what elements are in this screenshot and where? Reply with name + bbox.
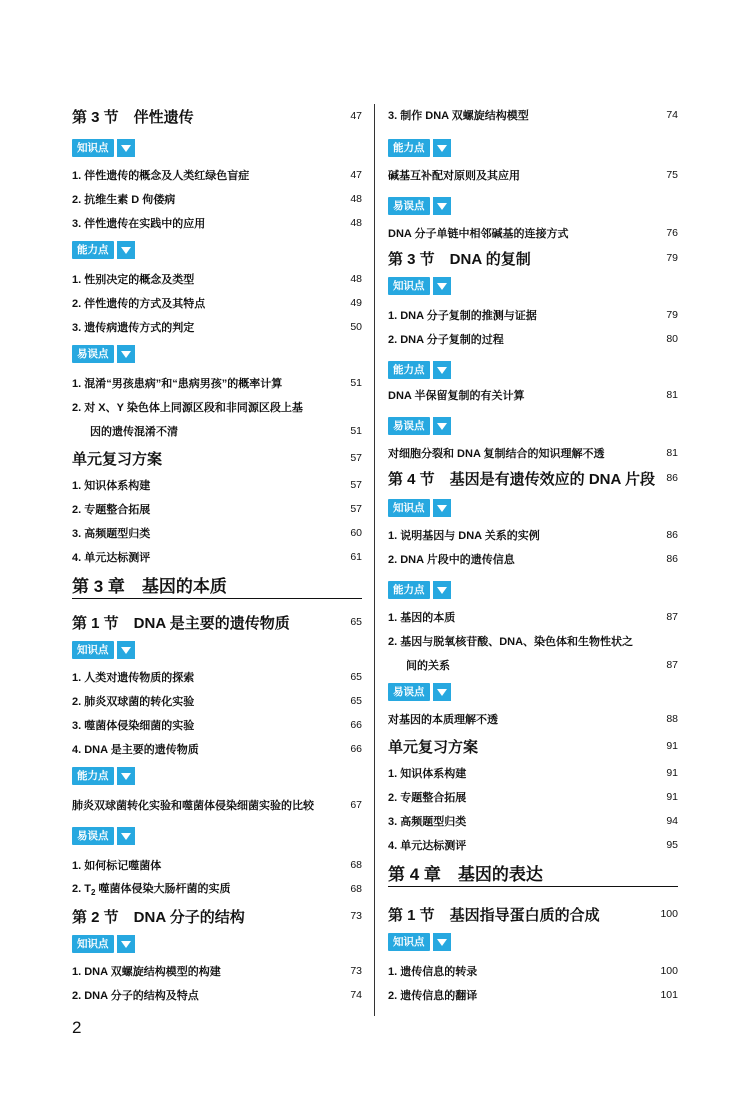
toc-entry — [388, 330, 678, 348]
entry-page: 81 — [666, 389, 678, 401]
entry-page: 48 — [350, 273, 362, 285]
toc-entry — [388, 608, 678, 626]
entry-page: 61 — [350, 551, 362, 563]
entry-page: 91 — [666, 740, 678, 752]
section-heading — [72, 104, 362, 128]
entry-page: 79 — [666, 252, 678, 264]
entry-title: 1. DNA 分子复制的推测与证据 — [388, 310, 537, 322]
entry-title: 第 4 章 基因的表达 — [388, 864, 543, 884]
entry-title: 2. $T_2$ 噬菌体侵染大肠杆菌的实质 — [72, 883, 231, 898]
entry-title: 2. DNA 片段中的遗传信息 — [388, 554, 515, 566]
entry-title: 1. 如何标记噬菌体 — [72, 860, 162, 872]
section-heading — [72, 904, 362, 928]
badge-label: 能力点 — [388, 361, 430, 379]
entry-page: 86 — [666, 553, 678, 565]
entry-title: 2. 抗维生素 D 佝偻病 — [72, 194, 176, 206]
section-badge — [388, 932, 678, 952]
toc-entry — [72, 166, 362, 184]
section-badge — [388, 682, 678, 702]
entry-page: 50 — [350, 321, 362, 333]
toc-entry — [388, 444, 678, 462]
entry-page: 79 — [666, 309, 678, 321]
toc-entry — [388, 812, 678, 830]
entry-title: 第 1 节 DNA 是主要的遗传物质 — [72, 614, 290, 632]
entry-title: 2. DNA 分子的结构及特点 — [72, 990, 199, 1002]
entry-title: 2. 伴性遗传的方式及其特点 — [72, 298, 206, 310]
toc-entry — [72, 962, 362, 980]
badge-label: 能力点 — [72, 241, 114, 259]
section-badge — [388, 276, 678, 296]
toc-entry — [72, 270, 362, 288]
entry-title: 1. 遗传信息的转录 — [388, 966, 478, 978]
toc-entry — [388, 710, 678, 728]
entry-title: 2. 专题整合拓展 — [388, 792, 467, 804]
entry-title: 第 4 节 基因是有遗传效应的 DNA 片段 — [388, 470, 655, 488]
toc-entry — [72, 398, 362, 416]
entry-page: 87 — [666, 611, 678, 623]
section-badge — [388, 138, 678, 158]
section-heading — [72, 446, 362, 470]
entry-title: 第 1 节 基因指导蛋白质的合成 — [388, 906, 600, 924]
entry-title: 对细胞分裂和 DNA 复制结合的知识理解不透 — [388, 448, 605, 460]
entry-title: 1. 基因的本质 — [388, 612, 456, 624]
section-badge — [72, 640, 362, 660]
badge-label: 知识点 — [72, 935, 114, 953]
toc-entry — [72, 500, 362, 518]
toc-entry — [388, 526, 678, 544]
entry-title: 2. 对 X、Y 染色体上同源区段和非同源区段上基 — [72, 402, 303, 414]
entry-title: 2. 肺炎双球菌的转化实验 — [72, 696, 195, 708]
section-heading — [388, 246, 678, 270]
entry-page: 80 — [666, 333, 678, 345]
chevron-down-icon — [433, 683, 451, 701]
entry-page: 95 — [666, 839, 678, 851]
badge-label: 知识点 — [388, 499, 430, 517]
entry-title: DNA 半保留复制的有关计算 — [388, 390, 525, 402]
entry-page: 74 — [666, 109, 678, 121]
entry-page: 57 — [350, 503, 362, 515]
entry-page: 86 — [666, 529, 678, 541]
entry-title: 3. 高频题型归类 — [72, 528, 151, 540]
badge-label: 知识点 — [388, 933, 430, 951]
toc-entry — [72, 740, 362, 758]
entry-page: 94 — [666, 815, 678, 827]
entry-title: 因的遗传混淆不清 — [90, 426, 178, 438]
badge-label: 知识点 — [72, 641, 114, 659]
entry-page: 57 — [350, 452, 362, 464]
chevron-down-icon — [433, 581, 451, 599]
entry-page: 100 — [660, 908, 678, 920]
entry-title: 单元复习方案 — [388, 738, 479, 756]
section-badge — [72, 240, 362, 260]
section-badge — [388, 360, 678, 380]
chevron-down-icon — [117, 241, 135, 259]
entry-page: 65 — [350, 695, 362, 707]
badge-label: 易误点 — [388, 683, 430, 701]
chevron-down-icon — [433, 499, 451, 517]
toc-entry — [388, 106, 678, 124]
chevron-down-icon — [433, 361, 451, 379]
toc-entry — [388, 788, 678, 806]
toc-entry — [72, 190, 362, 208]
entry-page: 91 — [666, 767, 678, 779]
section-badge — [388, 580, 678, 600]
entry-title: 1. DNA 双螺旋结构模型的构建 — [72, 966, 221, 978]
page-number: 2 — [72, 1018, 82, 1037]
toc-entry — [388, 836, 678, 854]
entry-page: 47 — [350, 169, 362, 181]
entry-title: 第 2 节 DNA 分子的结构 — [72, 908, 245, 926]
section-badge — [388, 196, 678, 216]
chapter-heading — [72, 570, 362, 599]
entry-page: 101 — [660, 989, 678, 1001]
entry-page: 74 — [350, 989, 362, 1001]
toc-entry — [72, 524, 362, 542]
chevron-down-icon — [433, 197, 451, 215]
chevron-down-icon — [117, 641, 135, 659]
section-badge — [388, 498, 678, 518]
entry-title: 间的关系 — [406, 660, 450, 672]
section-badge — [72, 934, 362, 954]
entry-title: 肺炎双球菌转化实验和噬菌体侵染细菌实验的比较 — [72, 800, 314, 812]
section-heading — [388, 902, 678, 926]
entry-page: 51 — [350, 377, 362, 389]
entry-title: 3. 遗传病遗传方式的判定 — [72, 322, 195, 334]
entry-title: 4. 单元达标测评 — [72, 552, 151, 564]
chevron-down-icon — [433, 417, 451, 435]
entry-title: 1. 知识体系构建 — [72, 480, 151, 492]
entry-page: 68 — [350, 883, 362, 895]
entry-page: 48 — [350, 193, 362, 205]
chevron-down-icon — [117, 767, 135, 785]
entry-page: 91 — [666, 791, 678, 803]
badge-label: 易误点 — [72, 345, 114, 363]
column-divider — [374, 104, 375, 1016]
entry-title: 1. 伴性遗传的概念及人类红绿色盲症 — [72, 170, 250, 182]
toc-entry — [72, 476, 362, 494]
entry-page: 88 — [666, 713, 678, 725]
chevron-down-icon — [433, 933, 451, 951]
toc-entry — [388, 632, 678, 650]
entry-page: 67 — [350, 799, 362, 811]
badge-label: 易误点 — [388, 417, 430, 435]
entry-page: 60 — [350, 527, 362, 539]
chevron-down-icon — [117, 935, 135, 953]
entry-page: 73 — [350, 910, 362, 922]
entry-page: 86 — [666, 472, 678, 484]
entry-page: 48 — [350, 217, 362, 229]
entry-title: 2. 基因与脱氧核苷酸、DNA、染色体和生物性状之 — [388, 636, 634, 648]
toc-entry — [72, 692, 362, 710]
entry-title: 2. 遗传信息的翻译 — [388, 990, 478, 1002]
chevron-down-icon — [117, 139, 135, 157]
entry-title: 4. 单元达标测评 — [388, 840, 467, 852]
toc-entry — [72, 796, 362, 814]
section-heading — [72, 610, 362, 634]
entry-page: 68 — [350, 859, 362, 871]
section-heading — [388, 466, 678, 490]
entry-title: 第 3 章 基因的本质 — [72, 576, 227, 596]
toc-entry — [72, 318, 362, 336]
entry-page: 47 — [350, 110, 362, 122]
badge-label: 知识点 — [72, 139, 114, 157]
toc-entry — [72, 880, 362, 898]
entry-page: 75 — [666, 169, 678, 181]
entry-title: 1. 人类对遗传物质的探索 — [72, 672, 195, 684]
entry-page: 57 — [350, 479, 362, 491]
entry-page: 73 — [350, 965, 362, 977]
toc-entry — [72, 214, 362, 232]
entry-title: 单元复习方案 — [72, 450, 163, 468]
entry-page: 66 — [350, 743, 362, 755]
entry-title: DNA 分子单链中相邻碱基的连接方式 — [388, 228, 569, 240]
entry-title: 2. DNA 分子复制的过程 — [388, 334, 504, 346]
toc-entry — [388, 962, 678, 980]
chevron-down-icon — [117, 827, 135, 845]
entry-page: 76 — [666, 227, 678, 239]
toc-entry — [388, 764, 678, 782]
toc-entry — [72, 374, 362, 392]
entry-title: 4. DNA 是主要的遗传物质 — [72, 744, 199, 756]
entry-page: 100 — [660, 965, 678, 977]
entry-title: 1. 性别决定的概念及类型 — [72, 274, 195, 286]
toc-entry — [388, 986, 678, 1004]
toc-entry — [388, 550, 678, 568]
entry-title: 3. 高频题型归类 — [388, 816, 467, 828]
entry-page: 66 — [350, 719, 362, 731]
section-badge — [72, 826, 362, 846]
entry-page: 81 — [666, 447, 678, 459]
entry-page: 51 — [350, 425, 362, 437]
toc-entry — [72, 856, 362, 874]
entry-title: 1. 混淆“男孩患病”和“患病男孩”的概率计算 — [72, 378, 283, 390]
toc-entry — [72, 422, 362, 440]
toc-entry — [388, 224, 678, 242]
badge-label: 知识点 — [388, 277, 430, 295]
toc-entry — [72, 716, 362, 734]
toc-entry — [72, 986, 362, 1004]
chevron-down-icon — [433, 139, 451, 157]
entry-page: 87 — [666, 659, 678, 671]
chevron-down-icon — [433, 277, 451, 295]
entry-page: 65 — [350, 616, 362, 628]
badge-label: 能力点 — [388, 139, 430, 157]
entry-title: 对基因的本质理解不透 — [388, 714, 498, 726]
section-badge — [72, 766, 362, 786]
entry-title: 3. 制作 DNA 双螺旋结构模型 — [388, 110, 529, 122]
chapter-heading — [388, 858, 678, 887]
entry-title: 1. 知识体系构建 — [388, 768, 467, 780]
toc-entry — [388, 386, 678, 404]
badge-label: 能力点 — [388, 581, 430, 599]
chevron-down-icon — [117, 345, 135, 363]
toc-entry — [388, 166, 678, 184]
toc-entry — [72, 294, 362, 312]
entry-title: 第 3 节 DNA 的复制 — [388, 250, 531, 268]
entry-title: 3. 伴性遗传在实践中的应用 — [72, 218, 206, 230]
section-badge — [72, 138, 362, 158]
toc-entry — [388, 656, 678, 674]
entry-title: 碱基互补配对原则及其应用 — [388, 170, 520, 182]
badge-label: 易误点 — [388, 197, 430, 215]
entry-title: 1. 说明基因与 DNA 关系的实例 — [388, 530, 540, 542]
entry-page: 49 — [350, 297, 362, 309]
section-heading — [388, 734, 678, 758]
toc-entry — [388, 306, 678, 324]
entry-title: 第 3 节 伴性遗传 — [72, 108, 194, 126]
entry-title: 2. 专题整合拓展 — [72, 504, 151, 516]
toc-entry — [72, 668, 362, 686]
entry-title: 3. 噬菌体侵染细菌的实验 — [72, 720, 195, 732]
badge-label: 易误点 — [72, 827, 114, 845]
section-badge — [72, 344, 362, 364]
entry-page: 65 — [350, 671, 362, 683]
toc-entry — [72, 548, 362, 566]
section-badge — [388, 416, 678, 436]
badge-label: 能力点 — [72, 767, 114, 785]
